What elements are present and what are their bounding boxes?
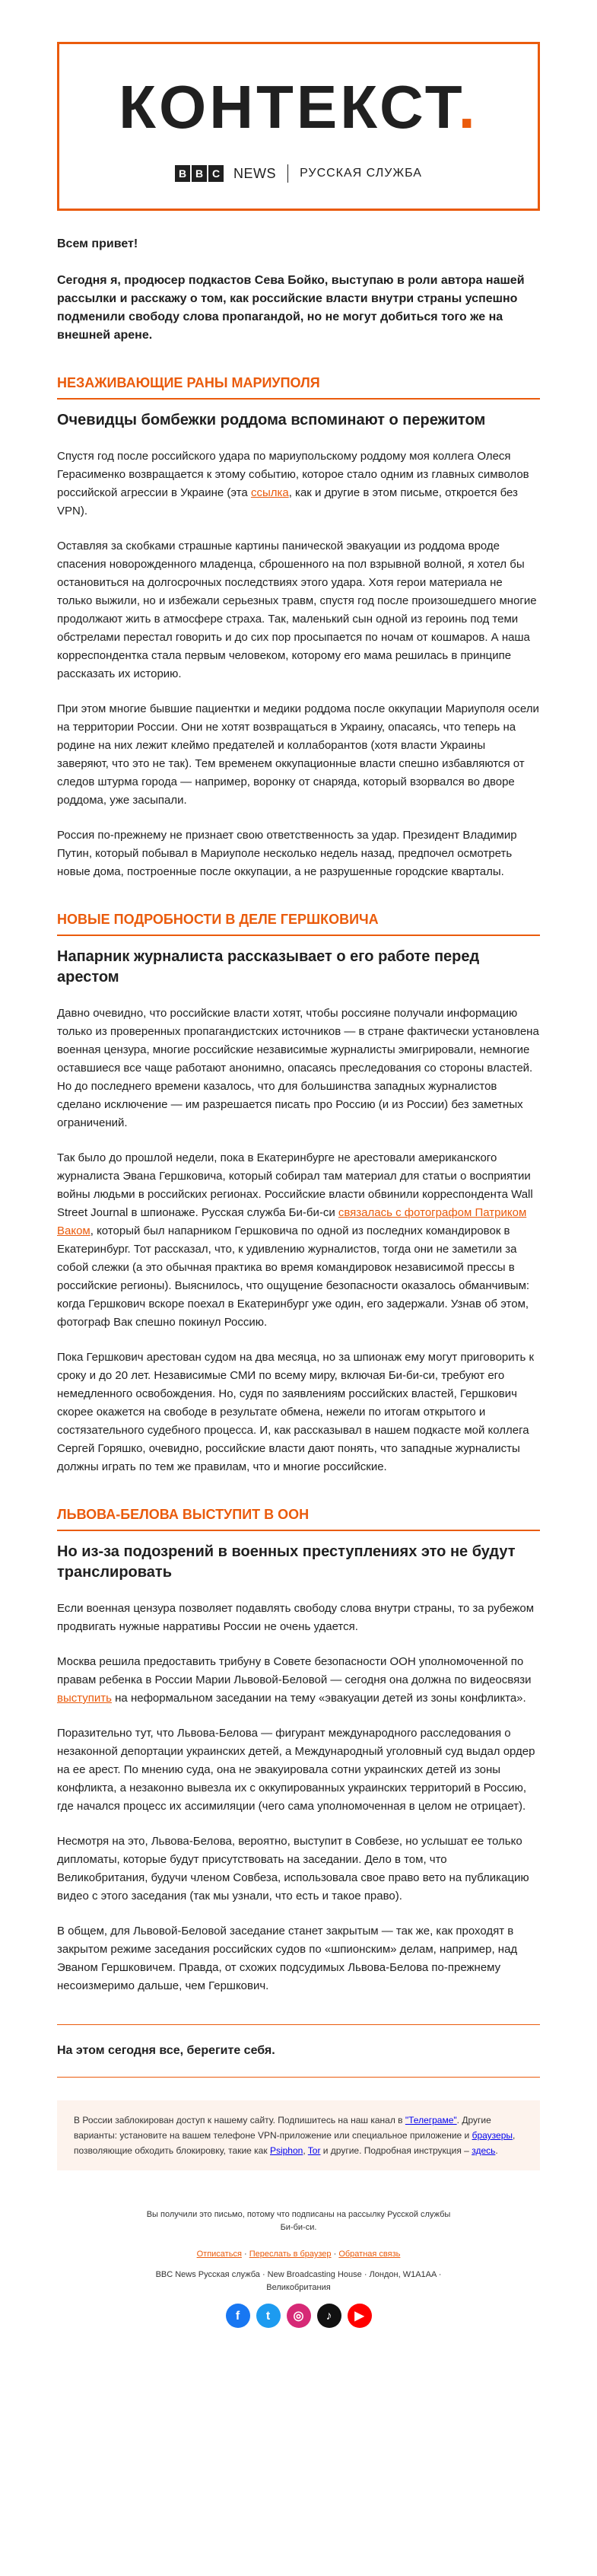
section-lvova-belova <box>57 1505 540 1995</box>
browsers-link[interactable]: браузеры <box>472 2130 513 2141</box>
bbc-logo-b1: B <box>175 165 190 182</box>
paragraph: В общем, для Львовой-Беловой заседание станет закрытым — так же, как проходят в закрытом режиме заседания российских судов по «шпионским» делам, например, над Эваном Гершковичем. Правда, от схожих подсудимых Львова-Белова по-прежнему несоизмеримо дальше, чем Гершкович. <box>57 1925 518 1992</box>
masthead <box>57 42 540 211</box>
closing-text: На этом сегодня все, берегите себя. <box>57 2044 275 2057</box>
blocking-notice: В России заблокирован доступ к нашему сайту. Подпишитесь на наш канал в "Телеграме". Другие варианты: установите на вашем телефоне VPN-приложение или специальное приложение и браузеры, позволяющие обходить блокировку, такие как Psiphon, Tor и другие. Подробная инструкция – здесь. <box>57 2100 540 2170</box>
intro-text: Сегодня я, продюсер подкастов Сева Бойко, выступаю в роли автора нашей рассылки и расскажу о том, как российские власти внутри страны успешно подменили свободу слова пропагандой, но не могут добиться того же на внешней арене. <box>57 274 525 342</box>
newsletter <box>0 42 597 2358</box>
section-headline: Напарник журналиста рассказывает о его работе перед арестом <box>57 948 480 986</box>
unsubscribe-link[interactable]: Отписаться <box>196 2250 242 2259</box>
paragraph: Давно очевидно, что российские власти хотят, чтобы россияне получали информацию только из проверенных пропагандистских источников — в стране фактически установлена военная цензура, многие российские независимые журналисты эмигрировали, немногие оставшиеся все чаще работают анонимно, опасаясь преследования со стороны властей. Но до последнего времени казалось, что для большинства западных журналистов сделано исключение — им разрешается писать про Россию (и из России) без заметных ограничений. <box>57 1007 539 1129</box>
bbc-logo-c: C <box>208 165 224 182</box>
footer <box>57 2208 540 2358</box>
section-headline: Очевидцы бомбежки роддома вспоминают о пережитом <box>57 412 486 428</box>
feedback-link[interactable]: Обратная связь <box>338 2250 401 2259</box>
section-mariupol <box>57 374 540 881</box>
paragraph: Пока Гершкович арестован судом на два месяца, но за шпионаж ему могут приговорить к сроку и до 20 лет. Независимые СМИ по всему миру, включая Би-би-си, требуют его немедленного освобождения. Но, судя по заявлениям российских властей, Гершкович скорее окажется на свободе в результате обмена, нежели по итогам открытого и состязательного судебного процесса. И, как рассказывал в нашем подкасте мой коллега Сергей Горяшко, очевидно, российские власти дают понять, что западные журналисты должны играть по тем же правилам, что и многие российские. <box>57 1351 535 1473</box>
service-name: РУССКАЯ СЛУЖБА <box>300 167 422 180</box>
paragraph: Так было до прошлой недели, пока в Екатеринбурге не арестовали американского журналиста Эвана Гершковича, который собирал там материал для статьи о восприятии войны людьми в российских регионах. Российские власти обвинили корреспондента Wall Street Journal в шпионаже. Русская служба Би-би-си связалась с фотографом Патриком Ваком, который был напарником Гершковича по одной из последних командировок в Екатеринбург. Тот рассказал, что, к удивлению журналистов, тогда они не заметили за собой слежки (а это обычная практика во время командировок независимой прессы в российские регионы). Выяснилось, что ощущение безопасности оказалось обманчивым: когда Гершкович вскоре поехал в Екатеринбург уже один, его задержали. Узнав об этом, фотограф Вак спешно покинул Россию. <box>57 1151 533 1329</box>
instagram-icon[interactable]: ◎ <box>287 2304 311 2328</box>
instructions-link[interactable]: здесь <box>472 2145 496 2156</box>
footer-links: Отписаться · Переслать в браузер · Обратная связь <box>196 2250 401 2259</box>
twitter-icon[interactable]: t <box>256 2304 281 2328</box>
paragraph: Спустя год после российского удара по мариупольскому роддому моя коллега Олеся Герасименко возвращается к этому событию, которое стало одним из главных символов российской агрессии в Украине (эта ссылка, как и другие в этом письме, откроется без VPN). <box>57 450 529 517</box>
subscription-reason: Вы получили это письмо, потому что подписаны на рассылку Русской службы Би-би-си. <box>146 2210 451 2232</box>
tiktok-icon[interactable]: ♪ <box>317 2304 341 2328</box>
branding-divider <box>287 164 288 183</box>
section-gershkovich <box>57 910 540 1476</box>
section-kicker: ЛЬВОВА-БЕЛОВА ВЫСТУПИТ В ООН <box>57 1505 540 1531</box>
paragraph: При этом многие бывшие пациентки и медики роддома после оккупации Мариуполя осели на территории России. Они не хотят возвращаться в Украину, опасаясь, что теперь на родине на них лежит клеймо предателей и коллаборантов (хотя власти Украины заверяют, что это не так). Тем временем оккупационные власти спешно избавляются от следов штурма города — например, воронку от снаряда, который взорвался во дворе роддома, уже засыпали. <box>57 702 539 807</box>
paragraph: Поразительно тут, что Львова-Белова — фигурант международного расследования о незаконной депортации украинских детей, а Международный уголовный суд выдал ордер на ее арест. По мнению суда, она не эвакуировала сотни украинских детей из зоны конфликта, а незаконно вывезла их с оккупированных украинских территорий в Россию, где начался процесс их ассимиляции (чего сама уполномоченная в целом не отрицает). <box>57 1727 535 1813</box>
greeting: Всем привет! <box>57 237 138 250</box>
telegram-link[interactable]: "Телеграме" <box>405 2115 457 2125</box>
psiphon-link[interactable]: Psiphon <box>269 2145 303 2156</box>
paragraph: Россия по-прежнему не признает свою ответственность за удар. Президент Владимир Путин, который побывал в Мариуполе несколько недель назад, предпочел осмотреть новые дома, построенные после оккупации, а не разрушенные городские кварталы. <box>57 829 517 878</box>
bbc-branding <box>59 164 538 183</box>
paragraph: Если военная цензура позволяет подавлять свободу слова внутри страны, то за рубежом продвигать нужные нарративы России не очень удается. <box>57 1602 535 1633</box>
kontekst-logo: КОНТЕКСТ. <box>119 73 478 141</box>
section-kicker: НОВЫЕ ПОДРОБНОСТИ В ДЕЛЕ ГЕРШКОВИЧА <box>57 910 540 936</box>
postal-address: BBC News Русская служба · New Broadcasting House · Лондон, W1A1AA · Великобритания <box>155 2270 442 2292</box>
paragraph: Москва решила предоставить трибуну в Совете безопасности ООН уполномоченной по правам ребенка в России Марии Львовой-Беловой — сегодня она должна по видеосвязи выступить на неформальном заседании на тему «эвакуации детей из зоны конфликта». <box>57 1655 532 1705</box>
view-in-browser-link[interactable]: Переслать в браузер <box>249 2250 332 2259</box>
facebook-icon[interactable]: f <box>226 2304 250 2328</box>
closing-divider <box>57 2024 540 2025</box>
bbc-logo-b2: B <box>192 165 207 182</box>
article-link[interactable]: связалась с фотографом Патриком Ваком <box>57 1206 527 1237</box>
closing-divider <box>57 2077 540 2078</box>
section-headline: Но из-за подозрений в военных преступлениях это не будут транслировать <box>57 1543 516 1581</box>
section-kicker: НЕЗАЖИВАЮЩИЕ РАНЫ МАРИУПОЛЯ <box>57 374 540 400</box>
paragraph: Оставляя за скобками страшные картины панической эвакуации из роддома вроде спасения новорожденного младенца, сброшенного на пол взрывной волной, я хотел бы остановиться на долгосрочных последствиях этого удара. Хотя герои материала не только выжили, но и избежали серьезных травм, спустя год после произошедшего многие продолжают жить в атмосфере страха. Так, маленький сын одной из героинь под теми обстрелами перестал говорить и до сих пор просыпается по ночам от кошмаров. А наша корреспондентка стала первым человеком, которому его мама решилась в принципе рассказать их историю. <box>57 540 537 680</box>
youtube-icon[interactable]: ▶ <box>348 2304 372 2328</box>
article-link[interactable]: выступить <box>57 1692 112 1705</box>
paragraph: Несмотря на это, Львова-Белова, вероятно, выступит в Совбезе, но услышат ее только дипломаты, которые будут присутствовать на заседании. Дело в том, что Великобритания, будучи членом Совбеза, использовала свое право вето на публикацию видео с этого заседания (так мы узнали, что есть и такое право). <box>57 1835 529 1903</box>
social-links <box>57 2304 540 2358</box>
bbc-news-label: NEWS <box>233 165 277 181</box>
tor-link[interactable]: Tor <box>307 2145 321 2156</box>
article-link[interactable]: ссылка <box>250 486 289 499</box>
